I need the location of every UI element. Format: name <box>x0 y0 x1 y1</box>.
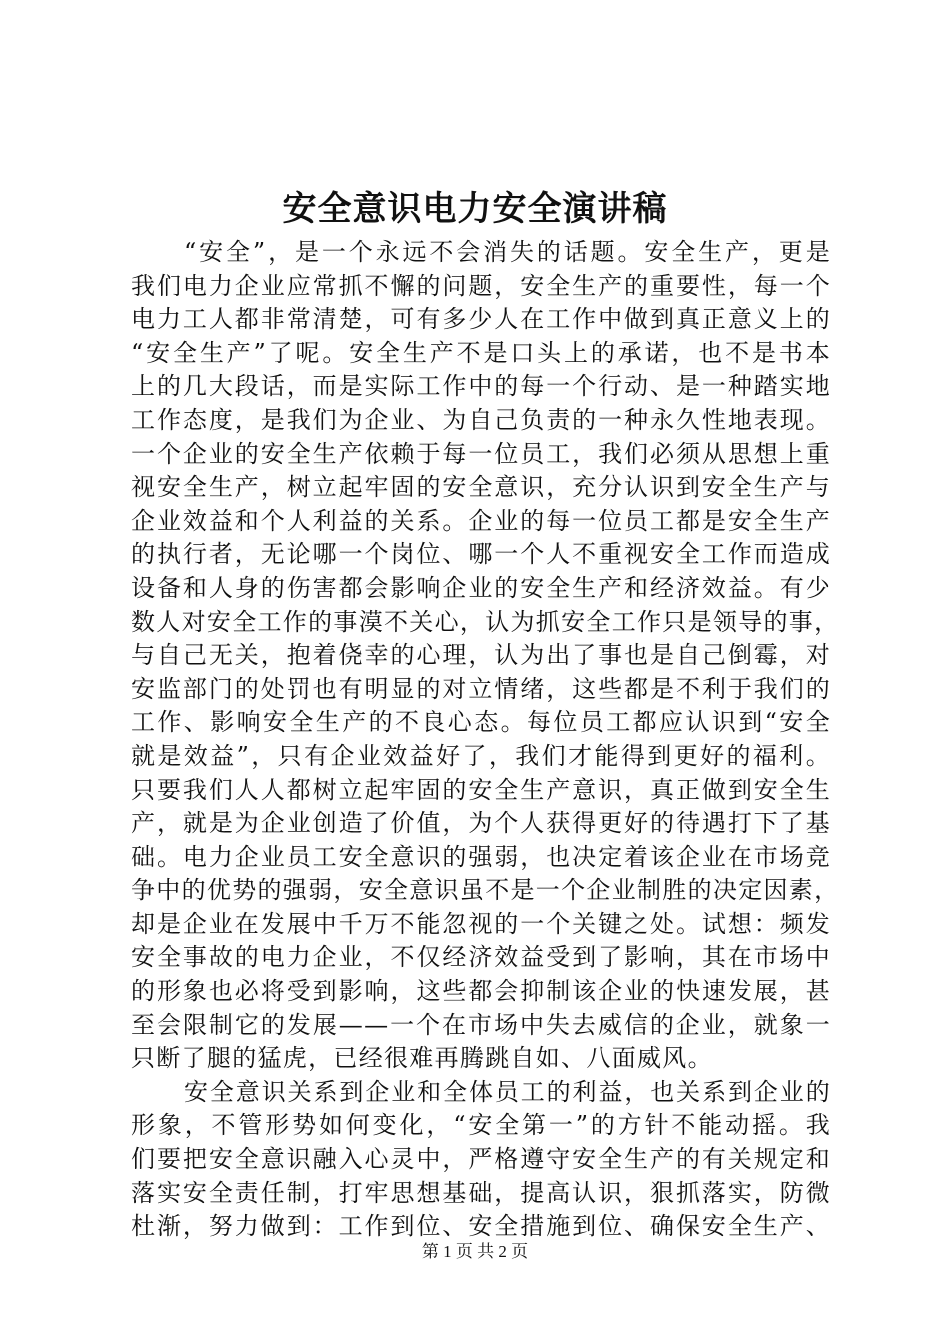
paragraph-line: 只断了腿的猛虎，已经很难再腾跳自如、八面威风。 <box>131 1044 713 1073</box>
paragraph-line: 视安全生产，树立起牢固的安全意识，充分认识到安全生产与 <box>131 473 831 502</box>
paragraph-line: 安监部门的处罚也有明显的对立情绪，这些都是不利于我们的 <box>131 674 831 703</box>
paragraph-line: 与自己无关，抱着侥幸的心理，认为出了事也是自己倒霉，对 <box>131 641 831 670</box>
paragraph-line: “安全”，是一个永远不会消失的话题。安全生产，更是 <box>184 238 831 266</box>
paragraph-line: 产，就是为企业创造了价值，为个人获得更好的待遇打下了基 <box>131 809 831 838</box>
paragraph-line: 落实安全责任制，打牢思想基础，提高认识，狠抓落实，防微 <box>131 1178 831 1207</box>
paragraph-line: 的形象也必将受到影响，这些都会抑制该企业的快速发展，甚 <box>131 977 831 1006</box>
paragraph <box>131 1076 831 1244</box>
document-body <box>131 236 840 1244</box>
paragraph-line: 形象，不管形势如何变化，“安全第一”的方针不能动摇。我 <box>131 1111 831 1140</box>
paragraph-line: 工作、影响安全生产的不良心态。每位员工都应认识到“安全 <box>131 708 831 737</box>
paragraph-line: 至会限制它的发展——一个在市场中失去威信的企业，就象一 <box>131 1010 831 1039</box>
paragraph-line: 工作态度，是我们为企业、为自己负责的一种永久性地表现。 <box>131 405 831 434</box>
paragraph-line: 的执行者，无论哪一个岗位、哪一个人不重视安全工作而造成 <box>131 540 831 569</box>
page-footer: 第 1 页 共 2 页 <box>421 1242 529 1261</box>
paragraph-line: 企业效益和个人利益的关系。企业的每一位员工都是安全生产 <box>131 506 831 535</box>
paragraph-line: 设备和人身的伤害都会影响企业的安全生产和经济效益。有少 <box>131 573 831 602</box>
document-title: 安全意识电力安全演讲稿 <box>282 189 668 229</box>
paragraph-line: 却是企业在发展中千万不能忽视的一个关键之处。试想：频发 <box>131 909 831 938</box>
paragraph-line: 只要我们人人都树立起牢固的安全生产意识，真正做到安全生 <box>131 775 831 804</box>
paragraph-line: 一个企业的安全生产依赖于每一位员工，我们必须从思想上重 <box>131 439 831 468</box>
paragraph-line: 就是效益”，只有企业效益好了，我们才能得到更好的福利。 <box>131 741 831 770</box>
paragraph-line: 电力工人都非常清楚，可有多少人在工作中做到真正意义上的 <box>131 305 831 334</box>
paragraph-line: 们要把安全意识融入心灵中，严格遵守安全生产的有关规定和 <box>131 1145 831 1174</box>
paragraph-line: 数人对安全工作的事漠不关心，认为抓安全工作只是领导的事， <box>131 607 840 636</box>
paragraph-line: 我们电力企业应常抓不懈的问题，安全生产的重要性，每一个 <box>131 271 831 300</box>
paragraph-line: 安全事故的电力企业，不仅经济效益受到了影响，其在市场中 <box>131 943 831 972</box>
paragraph-line: 争中的优势的强弱，安全意识虽不是一个企业制胜的决定因素， <box>131 876 840 905</box>
paragraph-line: 杜渐，努力做到：工作到位、安全措施到位、确保安全生产、 <box>131 1212 831 1241</box>
paragraph-line: 础。电力企业员工安全意识的强弱，也决定着该企业在市场竞 <box>131 842 831 871</box>
paragraph-line: 上的几大段话，而是实际工作中的每一个行动、是一种踏实地 <box>131 372 831 401</box>
paragraph-line: “安全生产”了呢。安全生产不是口头上的承诺，也不是书本 <box>131 338 831 367</box>
paragraph <box>131 236 840 1076</box>
paragraph-line: 安全意识关系到企业和全体员工的利益，也关系到企业的 <box>184 1077 831 1106</box>
